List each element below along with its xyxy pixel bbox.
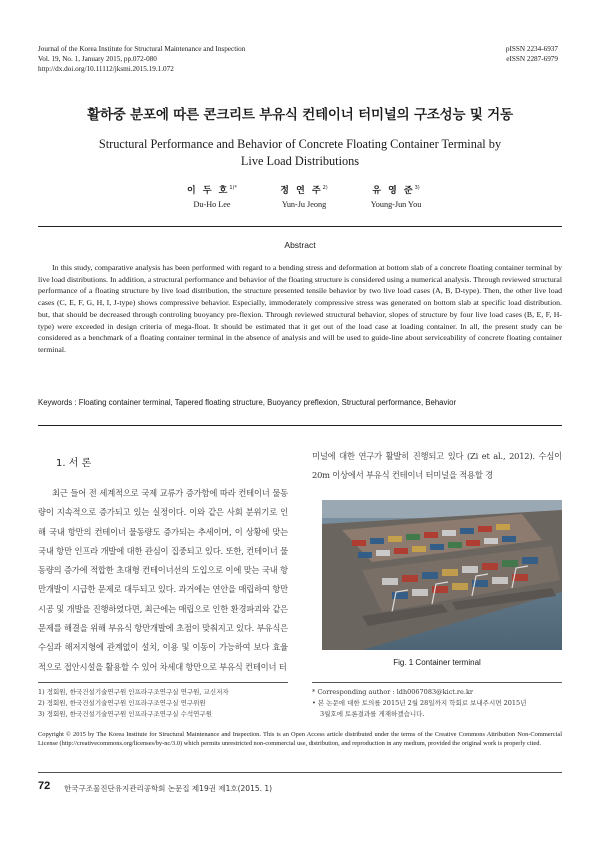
korean-title: 활하중 분포에 따른 콘크리트 부유식 컨테이너 터미널의 구조성능 및 거동 <box>87 107 513 123</box>
section-heading: 1. 서 론 <box>56 458 92 469</box>
body-text-right: 미널에 대한 연구가 활발히 진행되고 있다 (Zi et al., 2012). 수심이 20m 이상에서 부유식 컨테이너 터미널을 적용할 경 <box>312 451 562 481</box>
divider <box>38 425 562 426</box>
author-list <box>0 183 600 215</box>
author-affiliation-mark: 1)* <box>229 185 237 191</box>
issn-info <box>506 44 558 64</box>
footnote-divider <box>38 682 288 683</box>
footnote-line: 2) 정회원, 한국건설기술연구원 인프라구조연구실 연구위원 <box>38 699 206 707</box>
divider <box>38 226 562 227</box>
footnote-line: 3) 정회원, 한국건설기술연구원 인프라구조연구실 수석연구원 <box>38 710 212 718</box>
english-title-line: Structural Performance and Behavior of Concrete Floating Container Terminal by <box>98 137 502 151</box>
corresponding-author: * Corresponding author : ldh0067083@kict.re.kr <box>312 688 473 696</box>
footnote-line: 1) 정회원, 한국건설기술연구원 인프라구조연구실 연구원, 교신저자 <box>38 688 229 696</box>
author-name-en: Young-Jun You <box>370 200 422 209</box>
figure-caption: Fig. 1 Container terminal <box>393 658 481 667</box>
affiliation-footnotes <box>38 687 293 720</box>
eissn: eISSN 2287-6979 <box>506 55 558 63</box>
discussion-note-line: • 본 논문에 대한 토의를 2015년 2월 28일까지 학회로 보내주시면 2015년 <box>312 699 527 707</box>
author-affiliation-mark: 3) <box>414 185 420 191</box>
author <box>336 183 456 209</box>
copyright-notice: Copyright © 2015 by The Korea Institute for Structural Maintenance and Inspection. This is an Open Access article distributed under the terms of the Creative Commons Attribution Non-Commercial License (http://creativecommons.org/licenses/by-nc/3.0) which permits unrestricted non-commercial use, distribution, and reproduction in any medium, provided the original work is properly cited. <box>38 731 562 748</box>
footer-divider <box>38 772 562 773</box>
abstract-text: In this study, comparative analysis has been performed with regard to a bending stress and deformation at bottom slab of a concrete floating container terminal by live load distributions. In addition, a structural performance and behavior of the floating structure is considered using a numerical analysis. Through reviewed structural performance of a floating structure by live load distribution, the structure presented tensile behavior by two live load cases (A, B, D-type). Then, the other live load cases (C, E, F, G, H, I, J-type) shows compressive behavior. Especially, immoderately compressive stress was generated on bottom slab at specific load distribution. but, that should be decreased through controling buoyancy pre-flexion. Through reviewed structural behavior, slopes of structure by four live load cases (B, E, F, H-type) were exceeded in design criteria of mega-float. It should be estimated that it get out of the load case at loading container. In all, the present study can be considered as a benchmark of a floating container terminal in the absence of analysis and will be used to guide-line about serviceability of concrete floating container terminal. <box>38 263 562 354</box>
page-number: 72 <box>38 780 51 792</box>
author-affiliation-mark: 2) <box>322 185 328 191</box>
author-name-en: Yun-Ju Jeong <box>281 200 327 209</box>
keywords: Keywords : Floating container terminal, Tapered floating structure, Buoyancy preflexion, Structural performance, Behavior <box>38 398 457 407</box>
pissn: pISSN 2234-6937 <box>505 45 558 53</box>
doi-link[interactable]: http://dx.doi.org/10.11112/jksmi.2015.19.1.072 <box>38 65 174 73</box>
english-title-line: Live Load Distributions <box>240 154 360 168</box>
abstract-heading: Abstract <box>284 240 316 250</box>
author-name-en: Du-Ho Lee <box>193 200 231 209</box>
correspondence-footnotes <box>312 687 562 720</box>
discussion-note-line: 3월호에 토론결과를 게재하겠습니다. <box>320 710 425 718</box>
footer-journal-name: 한국구조물진단유지관리공학회 논문집 제19권 제1호(2015. 1) <box>64 784 273 793</box>
author-name-ko: 정 연 주 <box>280 186 323 196</box>
body-text-left: 최근 들어 전 세계적으로 국제 교류가 증가함에 따라 컨테이너 물동량이 지속적으로 증가되고 있는 실정이다. 이와 같은 사회 분위기로 인해 국내 항만의 컨테이너 물동량도 증가되는 추세이며, 이 상황에 맞는 국내 항만 인프라 개발에 대한 관심이 집중되고 있다. 또한, 컨테이너 물동량의 증가에 적합한 초대형 컨테이너선의 도입으로 이에 맞는 국내 항만개발이 시급한 문제로 대두되고 있다. 과거에는 연안을 매립하여 항만시공 및 개발을 진행하였다면, 최근에는 매립으로 인한 환경파괴와 같은 문제를 해결을 위해 부유식 항만개발에 초점이 맞춰지고 있다. 부유식은 수심과 해저지형에 관계없이 설치, 이용 및 이동이 가능하여 보다 효율적으로 접안시설을 활용할 수 있어 차세대 항만으로 부유식 컨테이너 터 <box>38 488 288 672</box>
author-name-ko: 유 영 준 <box>372 186 415 196</box>
english-title <box>40 136 560 170</box>
container-terminal-photo <box>322 500 562 650</box>
journal-info <box>38 44 245 74</box>
footnote-divider <box>312 682 562 683</box>
journal-line: Journal of the Korea Institute for Structural Maintenance and Inspection <box>38 45 246 53</box>
author-name-ko: 이 두 호 <box>187 186 230 196</box>
journal-line: Vol. 19, No. 1, January 2015, pp.072-080 <box>38 55 157 63</box>
